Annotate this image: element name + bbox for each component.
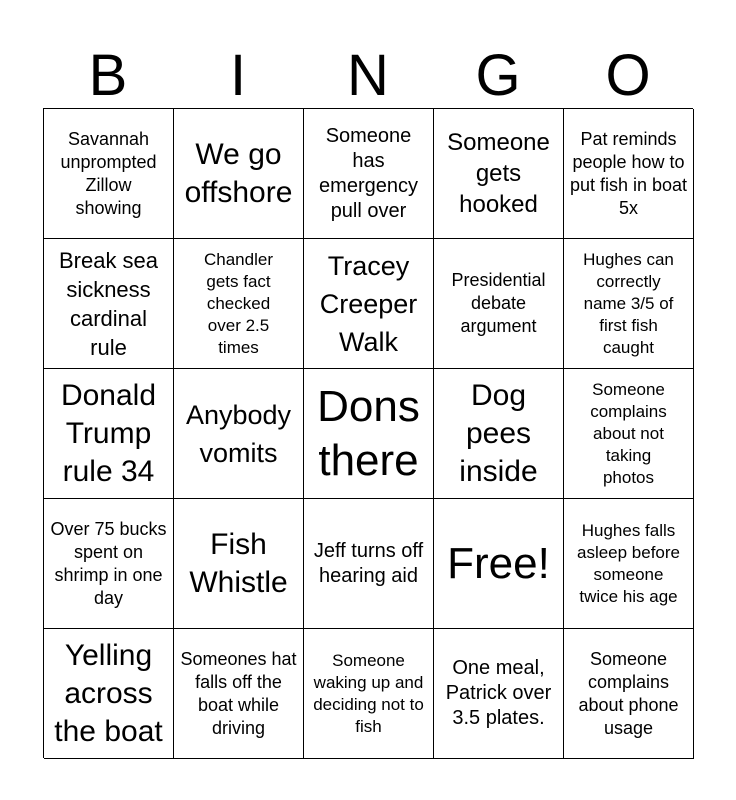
header-letter-n: N (347, 43, 389, 108)
cell-text: Break sea sickness cardinal rule (58, 247, 159, 360)
cell-text: Yelling across the boat (54, 638, 163, 748)
cell-text: Savannah unprompted Zillow showing (60, 128, 157, 218)
header-letter-o: O (605, 43, 651, 108)
bingo-cell[interactable] (174, 109, 304, 239)
bingo-cell[interactable] (434, 109, 564, 239)
bingo-header (43, 44, 693, 108)
cell-text: Someone complains about phone usage (578, 648, 679, 738)
bingo-cell[interactable] (174, 239, 304, 369)
cell-text: Someone complains about not taking photos (590, 379, 667, 487)
bingo-cell[interactable] (564, 109, 694, 239)
cell-text: Free! (447, 538, 550, 588)
free-space[interactable] (434, 499, 564, 629)
header-letter-i: I (229, 43, 247, 108)
cell-text: Someone gets hooked (447, 129, 550, 218)
bingo-cell[interactable] (44, 369, 174, 499)
cell-text: One meal, Patrick over 3.5 plates. (445, 657, 552, 729)
header-letter-b: B (88, 43, 128, 108)
bingo-cell[interactable] (44, 629, 174, 759)
bingo-cell[interactable] (564, 629, 694, 759)
bingo-cell[interactable] (434, 239, 564, 369)
cell-text: Jeff turns off hearing aid (313, 539, 424, 587)
cell-text: Fish Whistle (189, 527, 288, 599)
bingo-cell[interactable] (564, 239, 694, 369)
bingo-cell[interactable] (304, 239, 434, 369)
header-letter-g: G (475, 43, 521, 108)
cell-text: Tracey Creeper Walk (319, 250, 418, 357)
cell-text: Presidential debate argument (451, 270, 546, 336)
cell-text: Anybody vomits (185, 399, 292, 468)
cell-text: Dog pees inside (459, 378, 538, 488)
bingo-cell[interactable] (44, 499, 174, 629)
bingo-cell[interactable] (434, 629, 564, 759)
cell-text: Someone has emergency pull over (319, 124, 418, 222)
bingo-cell[interactable] (564, 499, 694, 629)
bingo-cell[interactable] (564, 369, 694, 499)
bingo-cell[interactable] (44, 109, 174, 239)
bingo-cell[interactable] (44, 239, 174, 369)
bingo-grid (43, 108, 693, 758)
cell-text: Someone waking up and deciding not to fish (313, 650, 424, 736)
bingo-cell[interactable] (174, 499, 304, 629)
bingo-cell[interactable] (304, 109, 434, 239)
bingo-cell[interactable] (304, 499, 434, 629)
cell-text: Donald Trump rule 34 (60, 378, 157, 488)
bingo-cell[interactable] (434, 369, 564, 499)
bingo-cell[interactable] (174, 369, 304, 499)
cell-text: Dons there (317, 381, 420, 485)
cell-text: Chandler gets fact checked over 2.5 times (204, 249, 273, 357)
bingo-cell[interactable] (304, 629, 434, 759)
cell-text: Pat reminds people how to put fish in boat 5x (569, 128, 688, 218)
cell-text: Someones hat falls off the boat while driving (180, 648, 297, 738)
cell-text: Over 75 bucks spent on shrimp in one day (50, 518, 167, 608)
cell-text: Hughes can correctly name 3/5 of first fish caught (583, 249, 674, 357)
bingo-cell[interactable] (304, 369, 434, 499)
cell-text: We go offshore (184, 137, 293, 209)
bingo-cell[interactable] (174, 629, 304, 759)
cell-text: Hughes falls asleep before someone twice his age (576, 520, 681, 606)
